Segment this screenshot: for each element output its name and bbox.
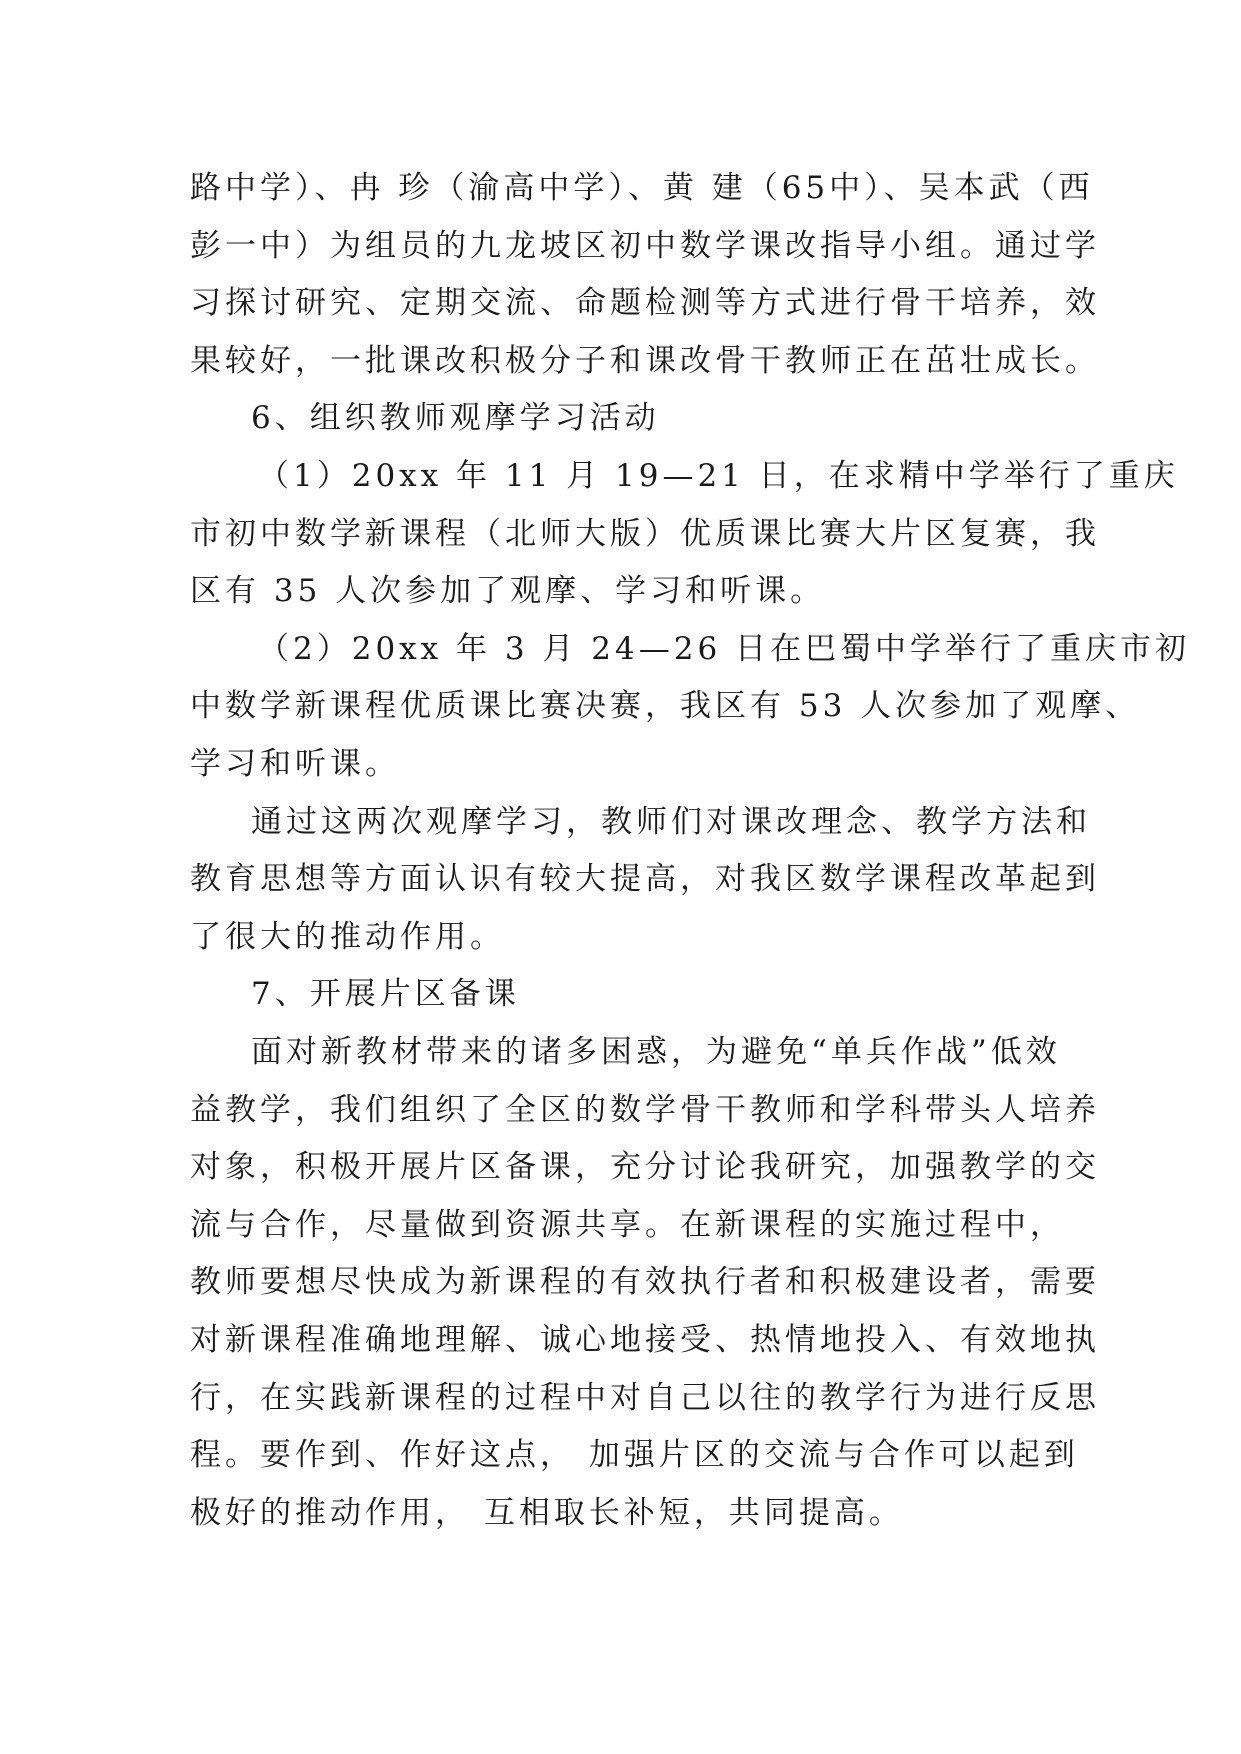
text-line: （2）20xx 年 3 月 24—26 日在巴蜀中学举行了重庆市初 bbox=[258, 631, 1191, 667]
text-line: 区有 35 人次参加了观摩、学习和听课。 bbox=[190, 573, 826, 609]
text-line: 市初中数学新课程（北师大版）优质课比赛大片区复赛，我 bbox=[190, 516, 1100, 552]
text-line: 极好的推动作用， 互相取长补短，共同提高。 bbox=[190, 1495, 904, 1531]
text-line: 对新课程准确地理解、诚心地接受、热情地投入、有效地执 bbox=[190, 1322, 1100, 1358]
text-line: 面对新教材带来的诸多困惑，为避免“单兵作战”低效 bbox=[251, 1034, 1061, 1070]
text-line: 教育思想等方面认识有较大提高，对我区数学课程改革起到 bbox=[190, 861, 1100, 897]
text-line: 学习和听课。 bbox=[190, 746, 400, 782]
text-line: 了很大的推动作用。 bbox=[190, 919, 505, 955]
text-line: 流与合作，尽量做到资源共享。在新课程的实施过程中， bbox=[190, 1207, 1065, 1243]
text-line: 行，在实践新课程的过程中对自己以往的教学行为进行反思 bbox=[190, 1380, 1100, 1416]
text-line: 果较好，一批课改积极分子和课改骨干教师正在茁壮成长。 bbox=[190, 343, 1100, 379]
text-line: 彭一中）为组员的九龙坡区初中数学课改指导小组。通过学 bbox=[190, 228, 1100, 264]
section-heading: 6、组织教师观摩学习活动 bbox=[251, 400, 660, 436]
text-line: 程。要作到、作好这点， 加强片区的交流与合作可以起到 bbox=[190, 1437, 1079, 1473]
text-line: 路中学）、冉 珍（渝高中学）、黄 建（65中）、吴本武（西 bbox=[190, 170, 1094, 206]
text-line: 益教学，我们组织了全区的数学骨干教师和学科带头人培养 bbox=[190, 1092, 1100, 1128]
text-line: 对象，积极开展片区备课，充分讨论我研究，加强教学的交 bbox=[190, 1149, 1100, 1185]
text-line: 教师要想尽快成为新课程的有效执行者和积极建设者，需要 bbox=[190, 1264, 1100, 1300]
text-line: （1）20xx 年 11 月 19—21 日，在求精中学举行了重庆 bbox=[258, 458, 1179, 494]
text-line: 中数学新课程优质课比赛决赛，我区有 53 人次参加了观摩、 bbox=[190, 688, 1141, 724]
text-line: 习探讨研究、定期交流、命题检测等方式进行骨干培养，效 bbox=[190, 285, 1100, 321]
section-heading: 7、开展片区备课 bbox=[251, 976, 520, 1012]
text-line: 通过这两次观摩学习，教师们对课改理念、教学方法和 bbox=[251, 804, 1091, 840]
